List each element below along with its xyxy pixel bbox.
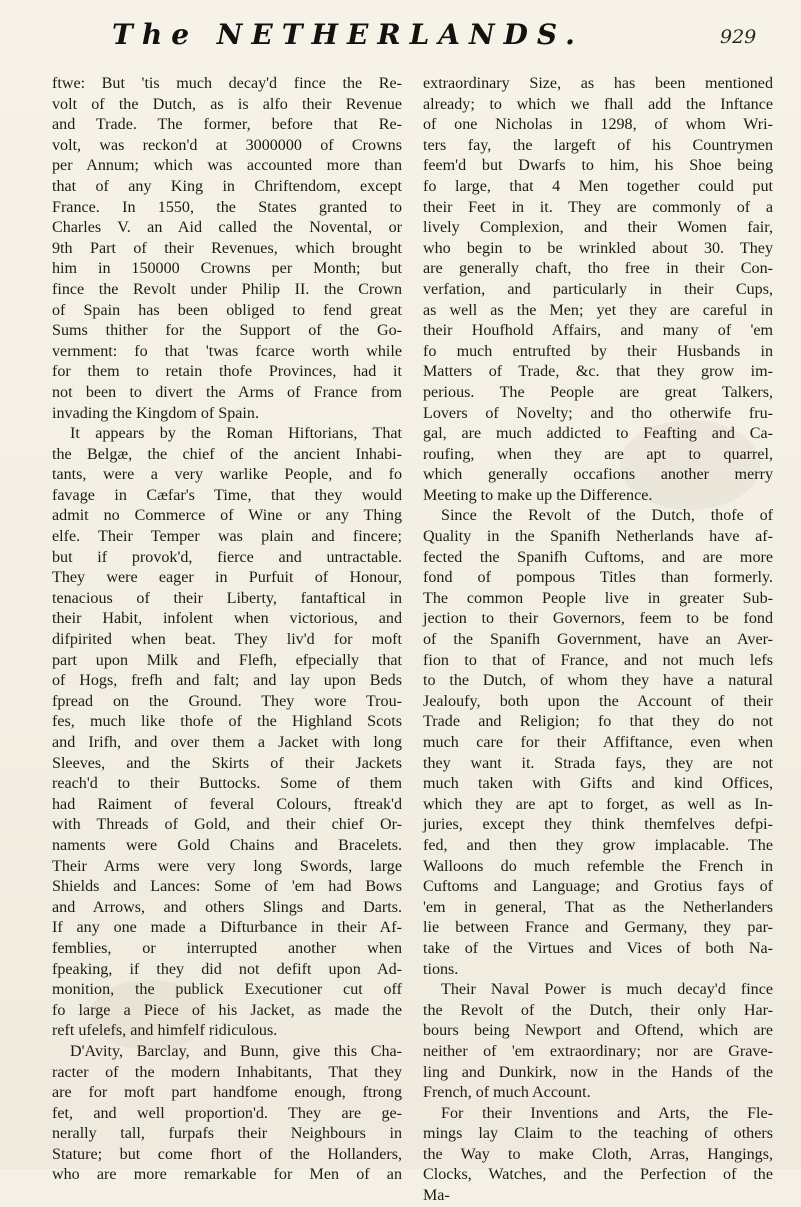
text-line: jection to their Governors, feem to be fond <box>423 610 773 628</box>
text-line: favage in Cæfar's Time, that they would <box>52 486 402 504</box>
text-line: racter of the modern Inhabitants, That they <box>52 1063 402 1081</box>
text-line: but if provok'd, fierce and untractable. <box>52 548 402 566</box>
text-line: roufing, when they are apt to quarrel, <box>423 445 773 463</box>
text-line: fo large, that 4 Men together could put <box>423 177 773 195</box>
text-line: Cuftoms and Language; and Grotius fays of <box>423 878 773 896</box>
text-line: Charles V. an Aid called the Novental, or <box>52 219 402 237</box>
text-line: ters fay, the largeft of his Countrymen <box>423 136 773 154</box>
text-line: feem'd but Dwarfs to him, his Shoe being <box>423 157 773 175</box>
text-line: Matters of Trade, &c. that they grow im- <box>423 363 773 381</box>
text-line: fed, and then they grow implacable. The <box>423 836 773 854</box>
text-line: which they are apt to forget, as well as In- <box>423 795 773 813</box>
text-line: are generally chaft, tho free in their Con- <box>423 260 773 278</box>
text-line: femblies, or interrupted another when <box>52 939 402 957</box>
text-line: already; to which we fhall add the Inftance <box>423 95 773 113</box>
text-line: naments were Gold Chains and Bracelets. <box>52 836 402 854</box>
text-line: tants, were a very warlike People, and fo <box>52 466 402 484</box>
text-line: their Habit, infolent when victorious, and <box>52 610 402 628</box>
text-line: fion to that of France, and not much lefs <box>423 651 773 669</box>
text-line: vernment: fo that 'twas fcarce worth while <box>52 342 402 360</box>
text-line: volt of the Dutch, as is alfo their Revenue <box>52 95 402 113</box>
right-text-column <box>423 74 773 1205</box>
text-line: of the Spanifh Government, have an Aver- <box>423 631 773 649</box>
text-line: 'em in general, That as the Netherlanders <box>423 898 773 916</box>
text-line: part upon Milk and Flefh, efpecially that <box>52 651 402 669</box>
left-text-column <box>52 74 402 1184</box>
text-line: lively Complexion, and their Women fair, <box>423 219 773 237</box>
text-line: 9th Part of their Revenues, which brought <box>52 239 402 257</box>
text-line: who begin to be wrinkled about 30. They <box>423 239 773 257</box>
text-line: It appears by the Roman Hiftorians, That <box>70 425 402 443</box>
text-line: and Trade. The former, before that Re- <box>52 116 402 134</box>
text-line: the Revolt of the Dutch, their only Har- <box>423 1001 773 1019</box>
text-line: fo much entrufted by their Husbands in <box>423 342 773 360</box>
text-line: to the Dutch, of whom they have a natural <box>423 672 773 690</box>
page-number: 929 <box>720 26 757 48</box>
text-line: They were eager in Purfuit of Honour, <box>52 569 402 587</box>
text-line: admit no Commerce of Wine or any Thing <box>52 507 402 525</box>
text-line: bours being Newport and Oftend, which are <box>423 1022 773 1040</box>
text-line: volt, was reckon'd at 3000000 of Crowns <box>52 136 402 154</box>
text-line: gal, are much addicted to Feafting and Ca- <box>423 425 773 443</box>
text-line: fes, much like thofe of the Highland Scots <box>52 713 402 731</box>
text-line: Since the Revolt of the Dutch, thofe of <box>441 507 773 525</box>
text-line: Lovers of Novelty; and tho otherwife fru- <box>423 404 773 422</box>
text-line: fince the Revolt under Philip II. the Crown <box>52 280 402 298</box>
text-line: as well as the Men; yet they are careful in <box>423 301 773 319</box>
text-line: of Spain has been obliged to fend great <box>52 301 402 319</box>
text-line: France. In 1550, the States granted to <box>52 198 402 216</box>
text-line: If any one made a Difturbance in their Af- <box>52 919 402 937</box>
text-line: reach'd to their Buttocks. Some of them <box>52 775 402 793</box>
text-line: Shields and Lances: Some of 'em had Bows <box>52 878 402 896</box>
text-line: had Raiment of feveral Colours, ftreak'd <box>52 795 402 813</box>
text-line: The common People live in greater Sub- <box>423 589 773 607</box>
text-line: of one Nicholas in 1298, of whom Wri- <box>423 116 773 134</box>
text-line: of Hogs, frefh and falt; and lay upon Beds <box>52 672 402 690</box>
text-line: Quality in the Spanifh Netherlands have af- <box>423 528 773 546</box>
text-line: fpread on the Ground. They wore Trou- <box>52 692 402 710</box>
text-line: their Feet in it. They are commonly of a <box>423 198 773 216</box>
text-line: Meeting to make up the Difference. <box>423 486 653 504</box>
text-line: nerally tall, furpafs their Neighbours in <box>52 1125 402 1143</box>
text-line: Ma- <box>423 1187 450 1205</box>
text-line: fpeaking, if they did not defift upon Ad- <box>52 960 402 978</box>
text-line: ling and Dunkirk, now in the Hands of the <box>423 1063 773 1081</box>
text-line: verfation, and particularly in their Cups, <box>423 280 773 298</box>
text-line: neither of 'em extraordinary; nor are Grave- <box>423 1042 773 1060</box>
text-line: him in 150000 Crowns per Month; but <box>52 260 402 278</box>
text-line: much care for their Affiftance, even when <box>423 734 773 751</box>
text-line: that of any King in Chriftendom, except <box>52 177 402 195</box>
text-line: fet, and well proportion'd. They are ge- <box>52 1104 402 1122</box>
text-line: they want it. Strada fays, they are not <box>423 754 773 772</box>
text-line: take of the Virtues and Vices of both Na- <box>423 939 773 957</box>
text-line: for them to retain thofe Provinces, had it <box>52 363 402 381</box>
text-line: extraordinary Size, as has been mentioned <box>423 75 773 92</box>
text-line: Their Arms were very long Swords, large <box>52 857 402 875</box>
text-line: tenacious of their Liberty, fantaftical in <box>52 589 402 607</box>
text-line: elfe. Their Temper was plain and fincere; <box>52 528 402 546</box>
text-line: Sleeves, and the Skirts of their Jackets <box>52 754 402 772</box>
text-line: Clocks, Watches, and the Perfection of the <box>423 1166 773 1184</box>
text-line: For their Inventions and Arts, the Fle- <box>441 1104 773 1122</box>
text-line: which generally occafions another merry <box>423 466 773 484</box>
text-line: difpirited when beat. They liv'd for moft <box>52 631 402 649</box>
text-line: and Arrows, and others Slings and Darts. <box>52 898 402 916</box>
text-line: tions. <box>423 960 459 978</box>
running-header <box>0 10 801 72</box>
text-line: fond of pompous Titles than formerly. <box>423 569 773 587</box>
text-line: not been to divert the Arms of France from <box>52 383 402 401</box>
text-line: Trade and Religion; fo that they do not <box>423 713 773 731</box>
text-line: Walloons do much refemble the French in <box>423 857 773 875</box>
text-line: much taken with Gifts and kind Offices, <box>423 775 773 793</box>
text-line: juries, except they think themfelves defpi- <box>423 816 773 834</box>
text-line: monition, the publick Executioner cut off <box>52 981 402 999</box>
running-title: The NETHERLANDS. <box>112 18 584 51</box>
text-line: are for moft part handfome enough, ftrong <box>52 1084 402 1102</box>
text-line: Stature; but come fhort of the Hollanders, <box>52 1145 402 1163</box>
text-line: fected the Spanifh Cuftoms, and are more <box>423 548 773 566</box>
text-line: who are more remarkable for Men of an <box>52 1166 402 1184</box>
text-line: mings lay Claim to the teaching of others <box>423 1125 773 1143</box>
text-line: Sums thither for the Support of the Go- <box>52 322 402 340</box>
text-line: Their Naval Power is much decay'd fince <box>441 981 773 999</box>
text-line: the Belgæ, the chief of the ancient Inhabi- <box>52 445 402 463</box>
text-line: per Annum; which was accounted more than <box>52 157 402 175</box>
text-line: Jealoufy, both upon the Account of their <box>423 692 773 710</box>
text-line: perious. The People are great Talkers, <box>423 383 773 401</box>
text-line: French, of much Account. <box>423 1084 591 1102</box>
text-line: their Houfhold Affairs, and many of 'em <box>423 322 773 340</box>
text-line: D'Avity, Barclay, and Bunn, give this Cha- <box>70 1042 402 1060</box>
text-line: and Irifh, and over them a Jacket with long <box>52 734 402 751</box>
text-line: ftwe: But 'tis much decay'd fince the Re- <box>52 75 402 92</box>
text-line: fo large a Piece of his Jacket, as made the <box>52 1001 402 1019</box>
text-line: with Threads of Gold, and their chief Or- <box>52 816 402 834</box>
text-line: invading the Kingdom of Spain. <box>52 404 259 422</box>
text-line: reft ufelefs, and himfelf ridiculous. <box>52 1022 278 1040</box>
text-line: lie between France and Germany, they par- <box>423 919 773 937</box>
text-line: the Way to make Cloth, Arras, Hangings, <box>423 1145 773 1163</box>
